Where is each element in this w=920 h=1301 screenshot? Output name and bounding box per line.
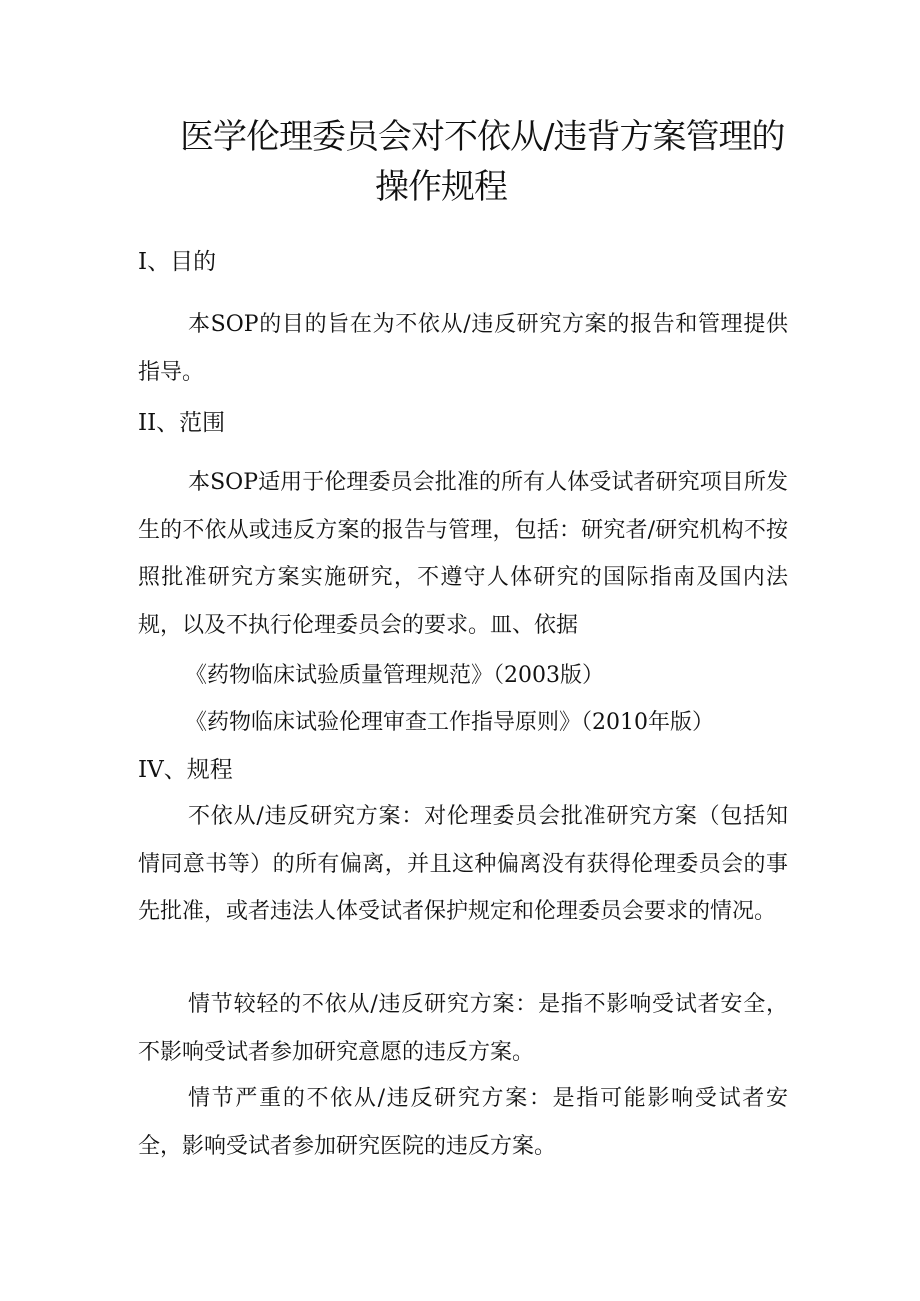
title-line-2: 操作规程	[375, 167, 507, 207]
paragraph-scope: 本SOP适用于伦理委员会批准的所有人体受试者研究项目所发生的不依从或违反方案的报告与管理，包括：研究者/研究机构不按照批准研究方案实施研究，不遵守人体研究的国际指南及国内法规，以及不执行伦理委员会的要求。皿、依据	[138, 470, 788, 638]
paragraph-purpose: 本SOP的目的旨在为不依从/违反研究方案的报告和管理提供指导。	[138, 312, 788, 385]
section-heading-scope: II、范围	[138, 410, 226, 436]
paragraph-serious: 情节严重的不依从/违反研究方案：是指可能影响受试者安全，影响受试者参加研究医院的违反方案。	[138, 1086, 788, 1159]
paragraph-definition: 不依从/违反研究方案：对伦理委员会批准研究方案（包括知情同意书等）的所有偏离，并且这种偏离没有获得伦理委员会的事先批准，或者违法人体受试者保护规定和伦理委员会要求的情况。	[138, 804, 788, 924]
section-heading-procedure: IV、规程	[138, 757, 233, 783]
title-line-1: 医学伦理委员会对不依从/违背方案管理的	[180, 117, 785, 157]
document-title	[180, 112, 820, 212]
reference-ethics-guideline: 《药物临床试验伦理审查工作指导原则》（2010年版）	[185, 710, 714, 735]
section-heading-purpose: I、目的	[138, 249, 217, 275]
reference-gcp: 《药物临床试验质量管理规范》（2003版）	[185, 663, 604, 688]
paragraph-minor: 情节较轻的不依从/违反研究方案：是指不影响受试者安全，不影响受试者参加研究意愿的违反方案。	[138, 992, 788, 1065]
